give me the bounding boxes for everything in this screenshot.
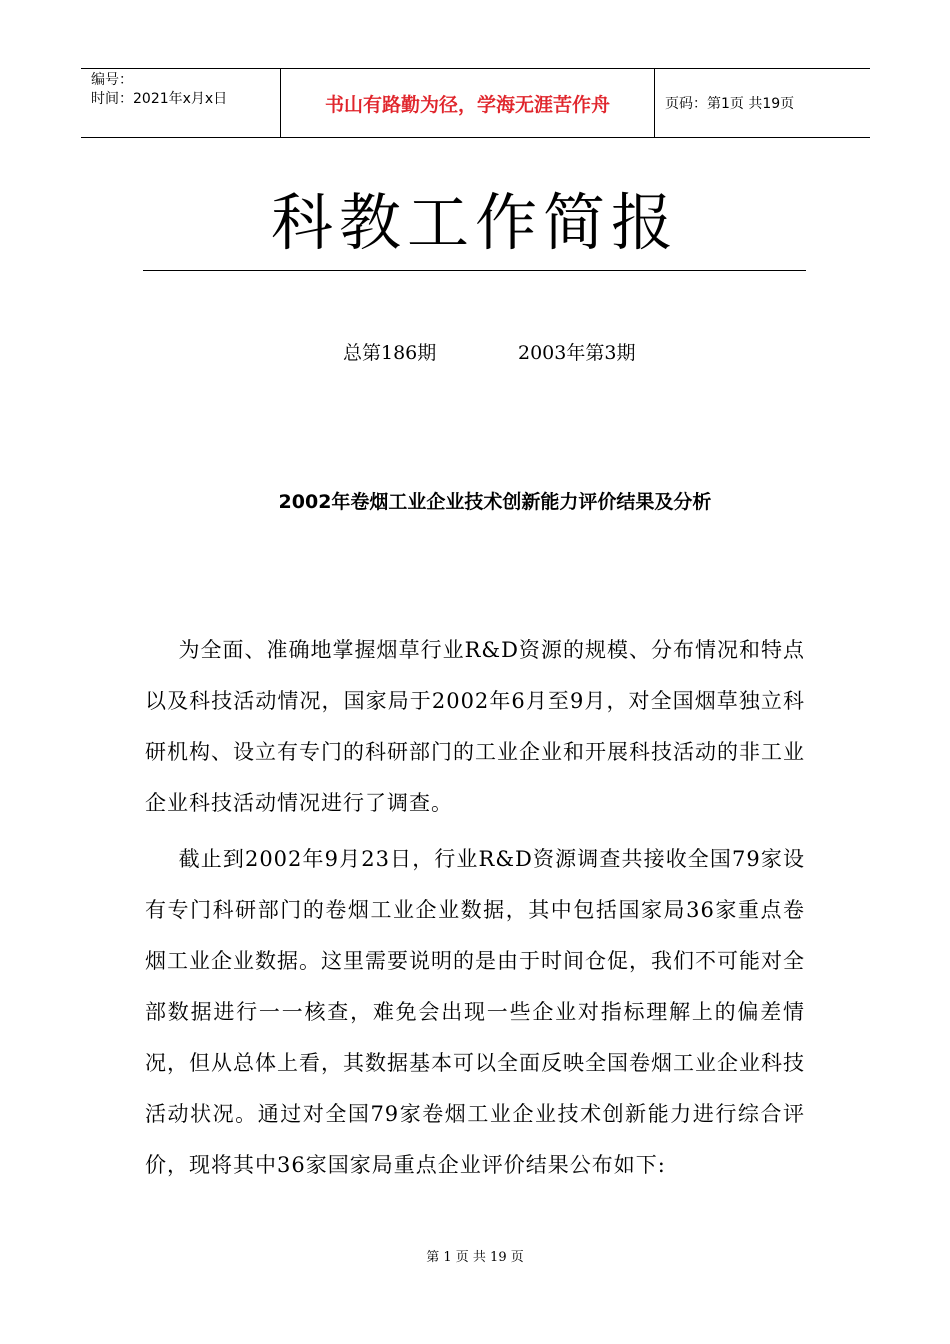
title-divider	[143, 270, 806, 271]
header-table	[81, 68, 870, 138]
issue-total: 总第186期	[343, 342, 437, 364]
issue-year: 2003年第3期	[518, 342, 636, 364]
article-title: 2002年卷烟工业企业技术创新能力评价结果及分析	[278, 491, 712, 513]
document-title: 科教工作简报	[270, 186, 679, 259]
page-footer: 第 1 页 共 19 页	[426, 1250, 524, 1265]
motto: 书山有路勤为径，学海无涯苦作舟	[281, 69, 655, 137]
paragraph-2	[145, 834, 805, 1191]
issue-line	[0, 338, 950, 364]
number-label: 编号：	[91, 72, 133, 88]
header-meta-cell	[81, 69, 281, 137]
time-label: 时间：2021年x月x日	[91, 91, 228, 107]
paragraph-2-text: 截止到2002年9月23日，行业R&D资源调查共接收全国79家设有专门科研部门的卷烟工业企业数据，其中包括国家局36家重点卷烟工业企业数据。这里需要说明的是由于时间仓促，我们不可能对全部数据进行一一核查，难免会出现一些企业对指标理解上的偏差情况，但从总体上看，其数据基本可以全面反映全国卷烟工业企业科技活动状况。通过对全国79家卷烟工业企业技术创新能力进行综合评价，现将其中36家国家局重点企业评价结果公布如下:	[145, 847, 805, 1177]
paragraph-1	[145, 625, 805, 829]
paragraph-1-text: 为全面、准确地掌握烟草行业R&D资源的规模、分布情况和特点以及科技活动情况，国家局于2002年6月至9月，对全国烟草独立科研机构、设立有专门的科研部门的工业企业和开展科技活动的非工业企业科技活动情况进行了调查。	[145, 638, 805, 815]
page-info: 页码：第1页 共19页	[665, 96, 795, 112]
